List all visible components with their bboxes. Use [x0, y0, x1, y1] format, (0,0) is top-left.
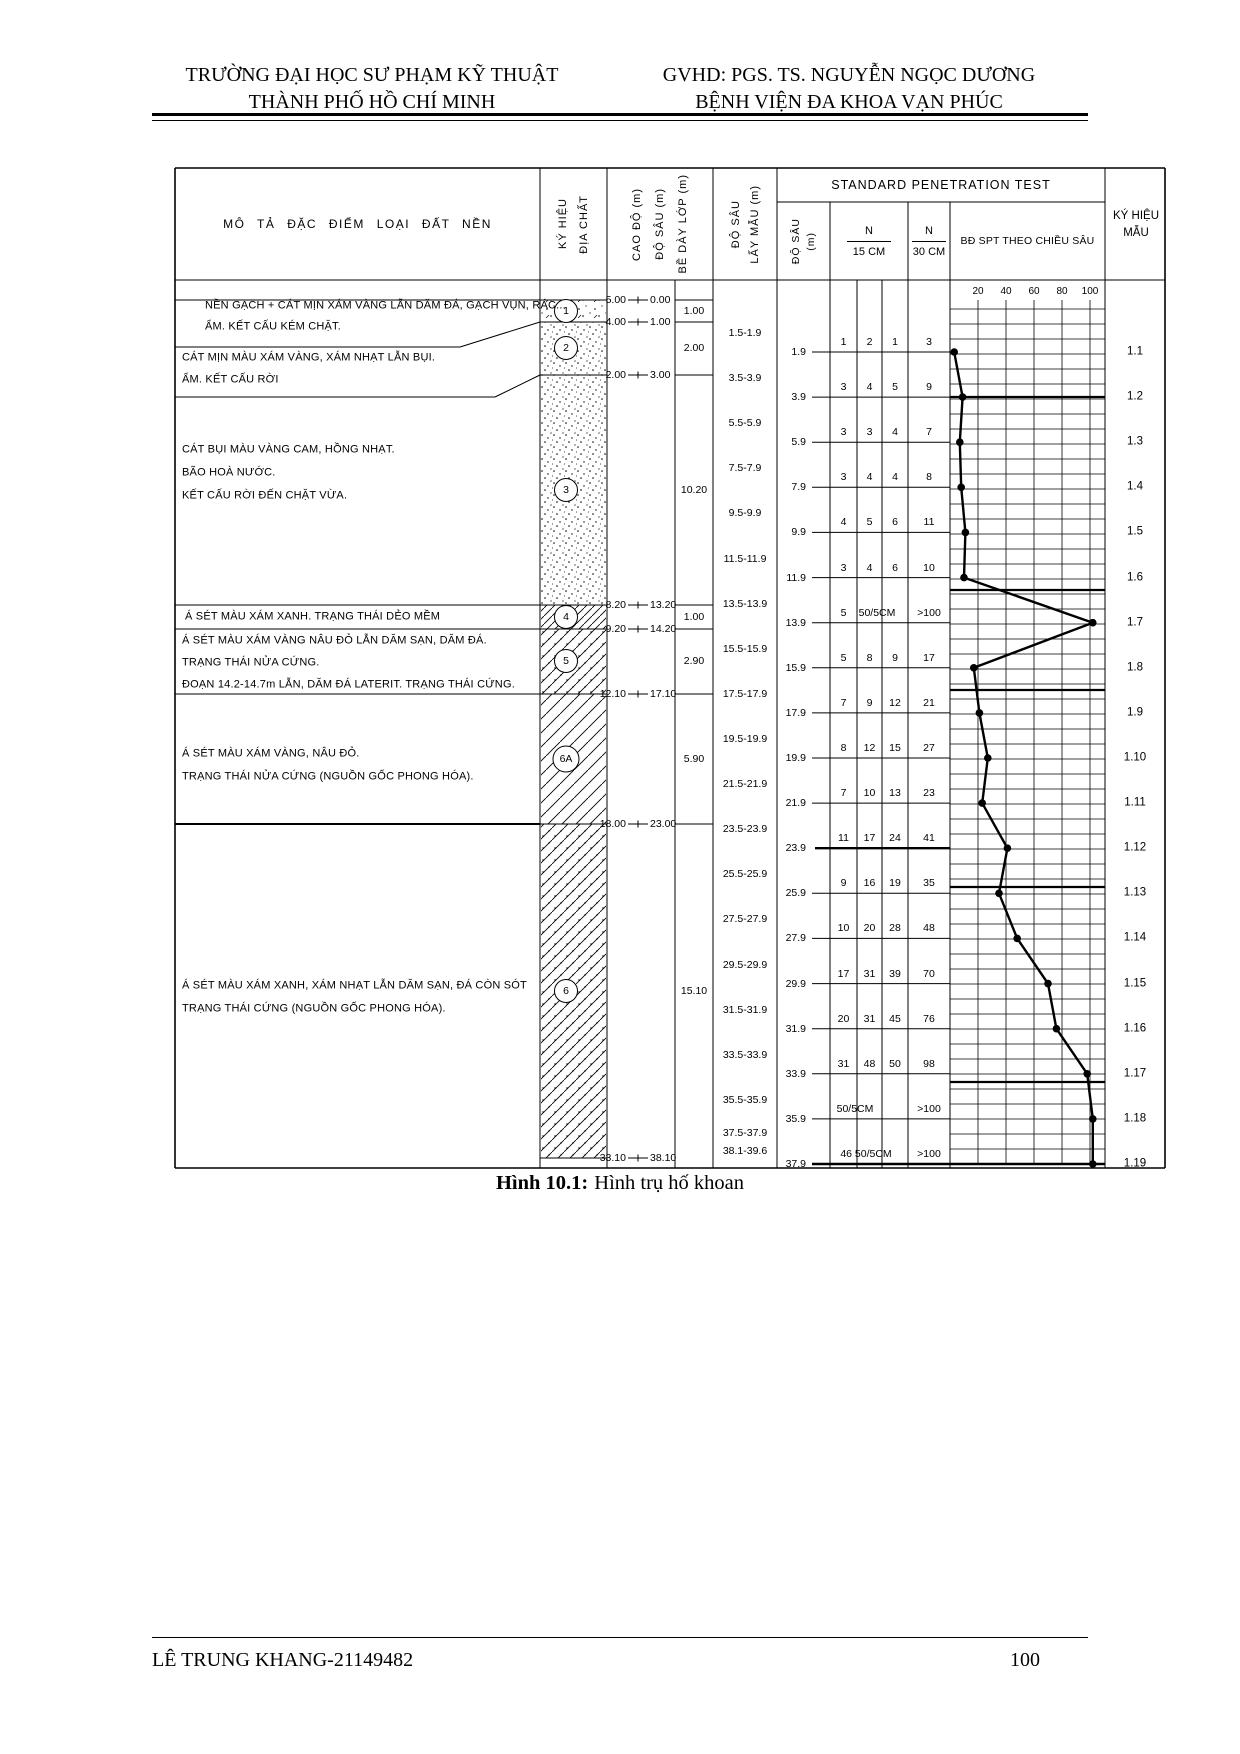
- sample-range: 21.5-21.9: [722, 777, 768, 790]
- spt-depth-value: 27.9: [785, 932, 806, 945]
- spt-blow-count: 7: [840, 696, 847, 709]
- header-advisor-line2: BỆNH VIỆN ĐA KHOA VẠN PHÚC: [695, 91, 1003, 113]
- sample-depth-label1: ĐỘ SÂU: [729, 199, 742, 249]
- spt-depth-value: 9.9: [791, 526, 806, 539]
- spt-data-point: [950, 348, 958, 356]
- elevation-value: -18.00: [596, 817, 626, 830]
- header-advisor-line1: GVHD: PGS. TS. NGUYỄN NGỌC DƯƠNG: [662, 64, 1036, 86]
- spt-blow-count: 6: [892, 516, 898, 529]
- spt-blow-count: 45: [889, 1012, 901, 1025]
- spt-blow-count: 4: [866, 471, 873, 484]
- spt-n-value: 21: [923, 696, 935, 709]
- layer-thickness-value: 15.10: [680, 984, 708, 997]
- layer-description-line: TRẠNG THÁI NỬA CỨNG (NGUỒN GỐC PHONG HÓA).: [182, 770, 474, 783]
- spt-depth-value: 11.9: [786, 571, 806, 584]
- spt-data-point: [970, 664, 978, 672]
- sample-range: 3.5-3.9: [728, 371, 762, 384]
- layer-symbol-number: 6A: [559, 752, 573, 765]
- soil-column: [540, 300, 607, 1159]
- spt-depth-unit: (m): [805, 231, 817, 251]
- spt-data-point: [959, 393, 967, 401]
- spt-depth-value: 29.9: [785, 977, 806, 990]
- elevation-value: -33.10: [596, 1151, 626, 1164]
- spt-blow-count: 3: [840, 380, 847, 393]
- spt-blow-count: 20: [863, 922, 876, 935]
- chart-axis-tick-label: 60: [1028, 286, 1040, 297]
- layer-description-line: Á SÉT MÀU XÁM XANH, XÁM NHẠT LẪN DĂM SẠN, ĐÁ CÒN SÓT: [182, 979, 527, 992]
- spt-n-value: 70: [923, 967, 935, 980]
- spt-depth-value: 1.9: [791, 345, 806, 358]
- spt-data-point: [1013, 935, 1021, 943]
- n15-denominator: 15 CM: [852, 245, 886, 258]
- figure-caption-number: Hình 10.1:: [495, 1172, 589, 1194]
- spt-blow-count: 15: [889, 741, 901, 754]
- layer-symbol-number: 4: [563, 610, 569, 623]
- sample-range: 13.5-13.9: [722, 597, 768, 610]
- n30-fraction-bar: [912, 241, 946, 242]
- spt-n-value: 98: [923, 1057, 935, 1070]
- layer-symbol-number: 3: [563, 483, 569, 496]
- layer-symbol-number: 2: [563, 341, 569, 354]
- elevation-value: 5.00: [605, 293, 626, 306]
- sample-id: 1.10: [1123, 751, 1147, 764]
- elevation-value: -9.20: [602, 622, 626, 635]
- spt-n-value: >100: [917, 1102, 941, 1115]
- column-header-n15: [830, 202, 908, 280]
- spt-blow-count: 3: [840, 471, 847, 484]
- spt-blow-count: 8: [866, 651, 873, 664]
- spt-data-point: [995, 890, 1003, 898]
- sample-range: 9.5-9.9: [728, 507, 762, 520]
- spt-blow-count: 39: [889, 967, 901, 980]
- spt-n-value: 48: [923, 922, 935, 935]
- spt-data-point: [1083, 1070, 1091, 1078]
- sample-range: 25.5-25.9: [722, 868, 768, 881]
- spt-blow-count: 4: [866, 561, 873, 574]
- spt-data-point: [962, 529, 970, 537]
- spt-blow-count: 50/5CM: [836, 1102, 874, 1115]
- spt-n-value: 8: [926, 471, 932, 484]
- spt-n-value: 17: [923, 651, 935, 664]
- depth-label: ĐỘ SÂU (m): [654, 188, 666, 260]
- spt-blow-count: 5: [840, 606, 847, 619]
- spt-blow-count: 9: [892, 651, 898, 664]
- sample-id: 1.15: [1123, 976, 1147, 989]
- spt-data-point: [1089, 1115, 1097, 1123]
- sample-id: 1.14: [1123, 931, 1147, 944]
- chart-axis-tick-label: 80: [1056, 286, 1068, 297]
- spt-blow-count: 31: [863, 967, 876, 980]
- spt-blow-count: 20: [837, 1012, 850, 1025]
- spt-blow-count: 3: [840, 561, 847, 574]
- column-header-geology-symbol: [540, 168, 607, 280]
- spt-n-value: >100: [917, 1147, 941, 1160]
- spt-data-point: [960, 574, 968, 582]
- layer-description-line: Á SÉT MÀU XÁM XANH. TRẠNG THÁI DẺO MỀM: [185, 610, 441, 623]
- spt-depth-value: 15.9: [785, 661, 806, 674]
- layer-symbol-number: 5: [563, 654, 569, 667]
- spt-chart-title: BĐ SPT THEO CHIỀU SÂU: [960, 235, 1095, 247]
- spt-blow-count: 16: [863, 877, 876, 890]
- spt-blow-count: 5: [866, 516, 873, 529]
- spt-blow-count: 7: [840, 786, 847, 799]
- spt-data-point: [1089, 619, 1097, 627]
- layer-description-line: BÃO HOÀ NƯỚC.: [182, 466, 276, 479]
- spt-data-point: [1053, 1025, 1061, 1033]
- spt-title-label: STANDARD PENETRATION TEST: [831, 178, 1051, 192]
- spt-n-value: 27: [923, 741, 935, 754]
- sample-id: 1.1: [1127, 345, 1143, 358]
- spt-depth-value: 3.9: [791, 390, 806, 403]
- layer-description-line: ẨM. KẾT CẤU RỜI: [182, 373, 279, 386]
- spt-blow-count: 46 50/5CM: [840, 1147, 892, 1160]
- spt-depth-value: 5.9: [791, 435, 806, 448]
- layer-description-line: TRẠNG THÁI CỨNG (NGUỒN GỐC PHONG HÓA).: [182, 1002, 446, 1015]
- spt-blow-count: 28: [889, 922, 901, 935]
- spt-n-value: 76: [923, 1012, 935, 1025]
- sample-id: 1.8: [1127, 661, 1143, 674]
- layer-description-line: NỀN GẠCH + CÁT MỊN XÁM VÀNG LẪN DĂM ĐÁ, GẠCH VỤN, RÁC...: [205, 299, 566, 312]
- spt-blow-count: 3: [866, 425, 873, 438]
- elevation-value: 2.00: [605, 368, 626, 381]
- spt-blow-count: 12: [863, 741, 876, 754]
- spt-n-value: 7: [926, 425, 932, 438]
- column-header-description-label: MÔ TẢ ĐẶC ĐIỂM LOẠI ĐẤT NỀN: [223, 217, 492, 231]
- column-header-sample-depth: [713, 168, 777, 280]
- spt-blow-count: 3: [840, 425, 847, 438]
- spt-blow-count: 2: [866, 335, 873, 348]
- sample-id: 1.5: [1127, 525, 1143, 538]
- layer-description-line: ĐOẠN 14.2-14.7m LẪN, DĂM ĐÁ LATERIT. TRẠNG THÁI CỨNG.: [182, 678, 515, 691]
- spt-n-value: 3: [926, 335, 932, 348]
- spt-group-header: [777, 168, 1105, 202]
- geology-symbol-label2: ĐỊA CHẤT: [578, 194, 590, 254]
- sample-range: 37.5-37.9: [722, 1126, 768, 1139]
- layer-description-line: Á SÉT MÀU XÁM VÀNG, NÂU ĐỎ.: [182, 747, 360, 760]
- spt-blow-count: 19: [889, 877, 901, 890]
- depth-value: 17.10: [650, 687, 677, 700]
- chart-axis-tick-label: 20: [972, 286, 984, 297]
- geology-symbol-label1: KÝ HIỆU: [557, 198, 569, 250]
- header-school-line1: TRƯỜNG ĐẠI HỌC SƯ PHẠM KỸ THUẬT: [185, 64, 559, 86]
- sample-id: 1.7: [1127, 615, 1143, 628]
- n15-fraction-bar: [847, 241, 891, 242]
- sample-id: 1.6: [1127, 570, 1143, 583]
- chart-axis-tick-label: 100: [1081, 286, 1099, 297]
- spt-data-point: [978, 799, 986, 807]
- depth-value: 3.00: [650, 368, 671, 381]
- thickness-label: BỀ DÀY LỚP (m): [677, 174, 689, 274]
- n30-numerator: N: [925, 224, 933, 237]
- elevation-value: -8.20: [602, 598, 626, 611]
- spt-depth-value: 33.9: [785, 1067, 806, 1080]
- layer-description-line: CÁT MỊN MÀU XÁM VÀNG, XÁM NHẠT LẪN BỤI.: [182, 351, 436, 364]
- layer-symbol-number: 1: [563, 304, 569, 317]
- spt-blow-count: 9: [840, 877, 847, 890]
- spt-blow-count: 1: [892, 335, 898, 348]
- spt-n-value: 9: [926, 380, 932, 393]
- sample-range: 5.5-5.9: [728, 416, 762, 429]
- spt-chart: [950, 300, 1105, 1168]
- spt-depth-value: 21.9: [785, 796, 806, 809]
- spt-blow-count: 4: [840, 516, 847, 529]
- layer-thickness-value: 1.00: [683, 304, 705, 317]
- figure-caption-text: Hình trụ hố khoan: [594, 1172, 745, 1194]
- sample-id: 1.19: [1123, 1157, 1147, 1170]
- sample-id: 1.3: [1127, 435, 1143, 448]
- layer-thickness-value: 1.00: [683, 610, 705, 623]
- spt-n-value: 41: [923, 831, 935, 844]
- sample-range: 23.5-23.9: [722, 822, 768, 835]
- column-header-spt-depth: [777, 202, 830, 280]
- spt-data-point: [1004, 844, 1012, 852]
- footer-rule: [152, 1637, 1088, 1638]
- layer-thickness-value: 5.90: [683, 752, 705, 765]
- page-number: 100: [1010, 1649, 1040, 1671]
- layer-description-line: KẾT CẤU RỜI ĐẾN CHẶT VỪA.: [182, 489, 348, 502]
- sample-range: 31.5-31.9: [722, 1003, 768, 1016]
- column-header-n30: [908, 202, 950, 280]
- sample-id: 1.9: [1127, 706, 1143, 719]
- sample-id: 1.2: [1127, 390, 1143, 403]
- spt-depth-value: 31.9: [785, 1022, 806, 1035]
- table-grid: [175, 168, 1165, 1168]
- layer-description-line: TRẠNG THÁI NỬA CỨNG.: [182, 656, 320, 669]
- sample-id-label2: MẪU: [1123, 226, 1149, 239]
- sample-id: 1.16: [1123, 1021, 1147, 1034]
- spt-blow-count: 6: [892, 561, 898, 574]
- sample-range: 17.5-17.9: [722, 687, 768, 700]
- spt-blow-count: 50: [889, 1057, 901, 1070]
- spt-data-point: [976, 709, 984, 717]
- spt-data-point: [1044, 980, 1052, 988]
- spt-depth-value: 37.9: [785, 1157, 806, 1170]
- spt-blow-count: 8: [840, 741, 847, 754]
- spt-blow-count: 13: [889, 786, 901, 799]
- depth-value: 38.10: [650, 1151, 677, 1164]
- column-header-spt-chart: [950, 202, 1105, 280]
- spt-depth-value: 23.9: [785, 841, 806, 854]
- chart-axis-tick-label: 40: [1000, 286, 1012, 297]
- spt-blow-count: 11: [838, 831, 849, 844]
- layer-thickness-value: 10.20: [680, 483, 708, 496]
- spt-blow-count: 50/5CM: [858, 606, 896, 619]
- layer-thickness-value: 2.90: [683, 654, 705, 667]
- sample-id: 1.17: [1123, 1067, 1147, 1080]
- sample-range: 38.1-39.6: [722, 1144, 768, 1157]
- spt-n-value: 23: [923, 786, 935, 799]
- layer-description-line: Á SÉT MÀU XÁM VÀNG NÂU ĐỎ LẪN DĂM SẠN, DĂM ĐÁ.: [182, 634, 487, 647]
- spt-blow-count: 5: [840, 651, 847, 664]
- spt-blow-count: 10: [863, 786, 876, 799]
- spt-blow-count: 17: [863, 831, 876, 844]
- document-footer: [152, 1649, 1040, 1672]
- spt-blow-count: 10: [837, 922, 850, 935]
- spt-blow-count: 1: [840, 335, 847, 348]
- sample-range: 27.5-27.9: [722, 913, 768, 926]
- column-header-sample-id: [1107, 168, 1165, 280]
- sample-range: 33.5-33.9: [722, 1048, 768, 1061]
- sample-range: 1.5-1.9: [728, 326, 762, 339]
- spt-blow-count: 31: [863, 1012, 876, 1025]
- spt-blow-count: 17: [837, 967, 850, 980]
- spt-depth-value: 19.9: [785, 751, 806, 764]
- spt-depth-value: 35.9: [785, 1112, 806, 1125]
- spt-blow-count: 48: [863, 1057, 876, 1070]
- spt-depth-value: 13.9: [785, 616, 806, 629]
- depth-value: 13.20: [650, 598, 677, 611]
- spt-data-point: [984, 754, 992, 762]
- spt-blow-count: 4: [866, 380, 873, 393]
- sample-range: 15.5-15.9: [722, 642, 768, 655]
- spt-n-value: 35: [923, 877, 935, 890]
- sample-range: 35.5-35.9: [722, 1093, 768, 1106]
- spt-blow-count: 12: [889, 696, 901, 709]
- sample-range: 7.5-7.9: [728, 462, 762, 475]
- sample-id: 1.13: [1123, 886, 1147, 899]
- spt-data-point: [1089, 1160, 1097, 1168]
- n15-numerator: N: [865, 224, 873, 237]
- sample-range: 29.5-29.9: [722, 958, 768, 971]
- layer-symbol-number: 6: [563, 984, 569, 997]
- elevation-label: CAO ĐỘ (m): [631, 187, 643, 261]
- spt-blow-count: 9: [866, 696, 873, 709]
- sample-id: 1.11: [1124, 796, 1146, 809]
- column-header-elevation-group: [607, 168, 713, 280]
- spt-depth-value: 17.9: [785, 706, 806, 719]
- sample-id: 1.12: [1123, 841, 1147, 854]
- depth-value: 23.00: [650, 817, 677, 830]
- depth-value: 1.00: [650, 315, 671, 328]
- spt-data-point: [956, 438, 964, 446]
- n30-denominator: 30 CM: [912, 245, 946, 258]
- sample-id: 1.18: [1123, 1112, 1147, 1125]
- spt-n-value: 10: [923, 561, 935, 574]
- sample-id-label1: KÝ HIỆU: [1112, 209, 1159, 222]
- spt-blow-count: 31: [837, 1057, 850, 1070]
- spt-blow-count: 5: [892, 380, 898, 393]
- footer-author: LÊ TRUNG KHANG-21149482: [152, 1649, 414, 1671]
- spt-blow-count: 4: [892, 471, 898, 484]
- elevation-value: -12.10: [596, 687, 626, 700]
- spt-depth-label: ĐỘ SÂU: [790, 217, 802, 265]
- layer-description-line: CÁT BỤI MÀU VÀNG CAM, HỒNG NHẠT.: [182, 443, 395, 456]
- sample-range: 19.5-19.9: [722, 732, 768, 745]
- spt-blow-count: 4: [892, 425, 898, 438]
- sample-depth-label2: LẤY MẪU (m): [748, 184, 761, 264]
- spt-n-value: >100: [917, 606, 941, 619]
- sample-id: 1.4: [1127, 480, 1143, 493]
- spt-data-point: [957, 484, 965, 492]
- sample-range: 11.5-11.9: [723, 552, 767, 565]
- header-school-line2: THÀNH PHỐ HỒ CHÍ MINH: [248, 91, 496, 113]
- spt-depth-value: 25.9: [785, 887, 806, 900]
- spt-n-value: 11: [923, 516, 935, 529]
- layer-thickness-value: 2.00: [683, 341, 705, 354]
- spt-blow-count: 24: [889, 831, 901, 844]
- depth-value: 0.00: [650, 293, 671, 306]
- spt-depth-value: 7.9: [791, 481, 806, 494]
- figure-caption: [0, 1172, 1240, 1195]
- elevation-value: 4.00: [605, 315, 626, 328]
- depth-value: 14.20: [650, 622, 677, 635]
- column-header-description: [175, 168, 540, 280]
- layer-description-line: ẨM. KẾT CẤU KÉM CHẶT.: [205, 320, 342, 333]
